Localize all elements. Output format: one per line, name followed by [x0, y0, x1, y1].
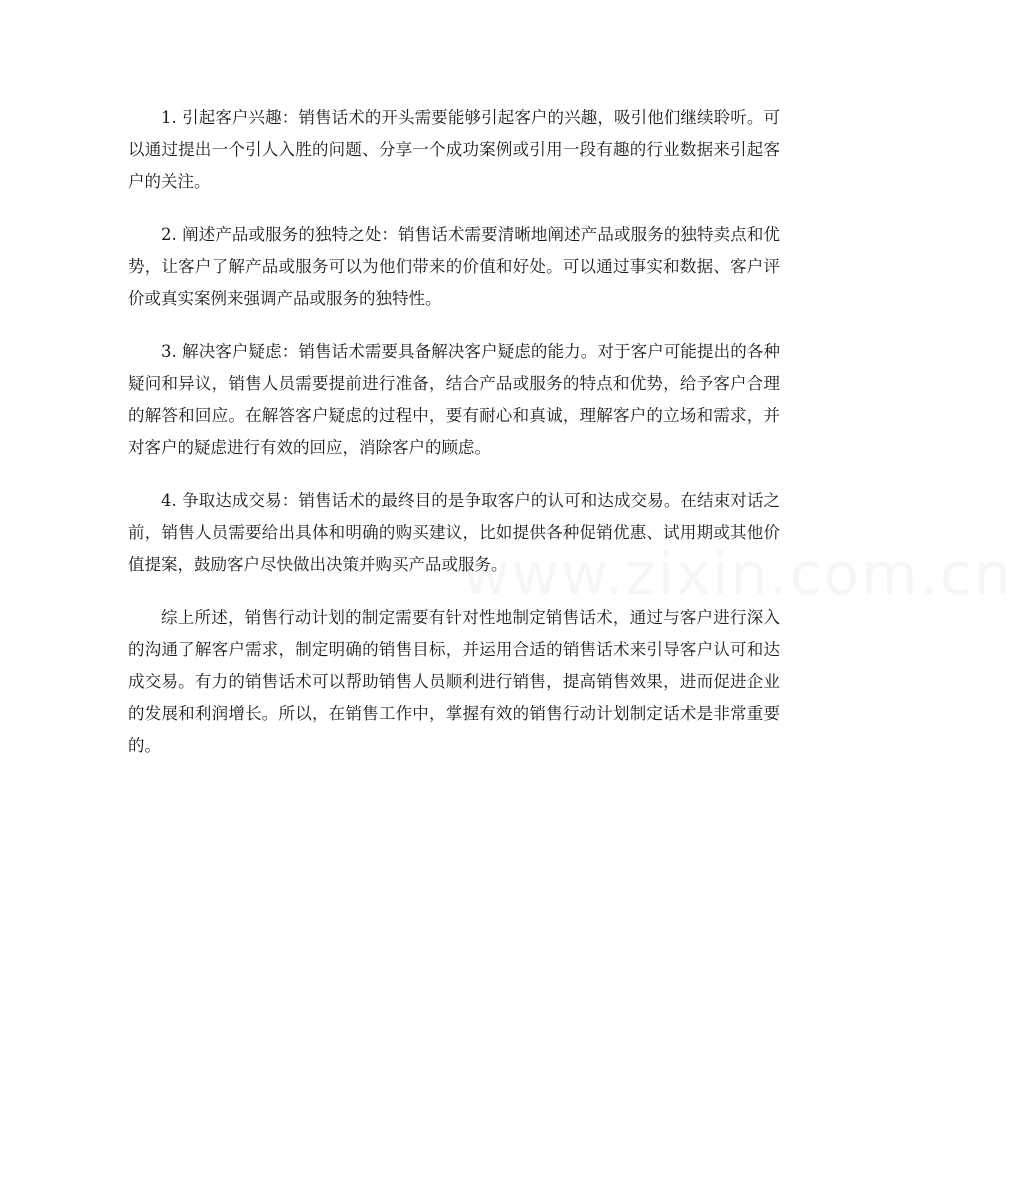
paragraph-resolve-doubts: 3. 解决客户疑虑：销售话术需要具备解决客户疑虑的能力。对于客户可能提出的各种疑问和异议，销售人员需要提前进行准备，结合产品或服务的特点和优势，给予客户合理的解答和回应。在解答客户疑虑的过程中，要有耐心和真诚，理解客户的立场和需求，并对客户的疑虑进行有效的回应，消除客户的顾虑。 — [128, 342, 780, 457]
paragraph-close-deal: 4. 争取达成交易：销售话术的最终目的是争取客户的认可和达成交易。在结束对话之前，销售人员需要给出具体和明确的购买建议，比如提供各种促销优惠、试用期或其他价值提案，鼓励客户尽快做出决策并购买产品或服务。 — [128, 491, 780, 574]
watermark: www.zixin.com.cn — [462, 540, 1013, 608]
document-body — [128, 102, 780, 783]
paragraph-attract-interest: 1. 引起客户兴趣：销售话术的开头需要能够引起客户的兴趣，吸引他们继续聆听。可以通过提出一个引人入胜的问题、分享一个成功案例或引用一段有趣的行业数据来引起客户的关注。 — [128, 108, 780, 191]
paragraph-unique-selling-points: 2. 阐述产品或服务的独特之处：销售话术需要清晰地阐述产品或服务的独特卖点和优势，让客户了解产品或服务可以为他们带来的价值和好处。可以通过事实和数据、客户评价或真实案例来强调产品或服务的独特性。 — [128, 225, 780, 308]
paragraph-summary: 综上所述，销售行动计划的制定需要有针对性地制定销售话术，通过与客户进行深入的沟通了解客户需求，制定明确的销售目标，并运用合适的销售话术来引导客户认可和达成交易。有力的销售话术可以帮助销售人员顺利进行销售，提高销售效果，进而促进企业的发展和利润增长。所以，在销售工作中，掌握有效的销售行动计划制定话术是非常重要的。 — [128, 608, 780, 755]
